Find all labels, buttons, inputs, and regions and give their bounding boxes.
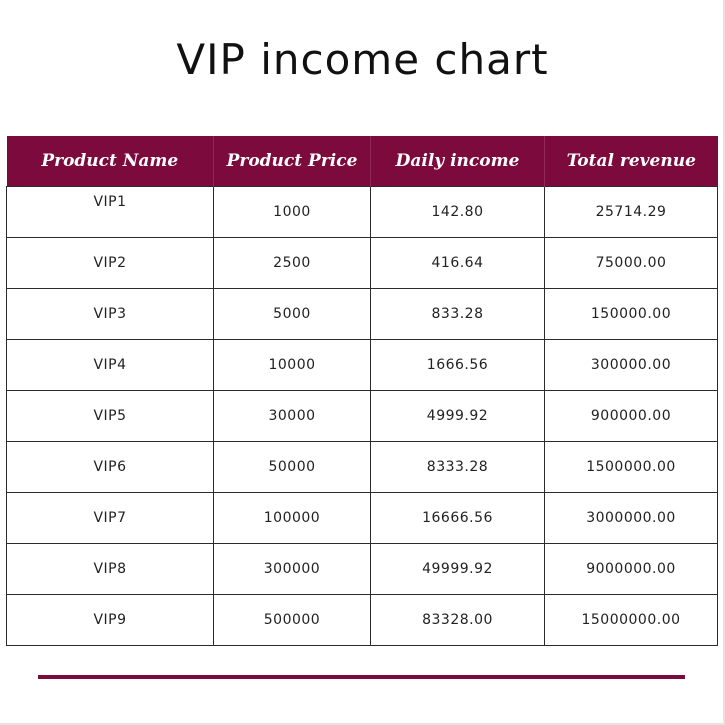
product-price-cell: 2500 <box>214 238 371 289</box>
total-revenue-cell: 900000.00 <box>545 391 718 442</box>
product-price-cell: 10000 <box>214 340 371 391</box>
column-header-total-revenue: Total revenue <box>545 136 718 187</box>
column-header-product-name: Product Name <box>7 136 214 187</box>
table-body <box>7 187 718 646</box>
table-row <box>7 289 718 340</box>
product-name-cell: VIP2 <box>7 238 214 289</box>
product-price-cell: 30000 <box>214 391 371 442</box>
daily-income-cell: 833.28 <box>371 289 545 340</box>
total-revenue-cell: 9000000.00 <box>545 544 718 595</box>
total-revenue-cell: 150000.00 <box>545 289 718 340</box>
daily-income-cell: 1666.56 <box>371 340 545 391</box>
table-row <box>7 238 718 289</box>
table-row <box>7 442 718 493</box>
column-header-daily-income: Daily income <box>371 136 545 187</box>
daily-income-cell: 83328.00 <box>371 595 545 646</box>
table-row <box>7 544 718 595</box>
table-header <box>7 136 718 187</box>
vip-income-table <box>6 136 718 646</box>
footer-divider <box>38 675 685 679</box>
table-row <box>7 493 718 544</box>
page-title: VIP income chart <box>176 35 549 84</box>
total-revenue-cell: 25714.29 <box>545 187 718 238</box>
daily-income-cell: 416.64 <box>371 238 545 289</box>
table-row <box>7 187 718 238</box>
daily-income-cell: 49999.92 <box>371 544 545 595</box>
table-row <box>7 595 718 646</box>
column-header-product-price: Product Price <box>214 136 371 187</box>
product-price-cell: 500000 <box>214 595 371 646</box>
table-row <box>7 340 718 391</box>
product-name-cell: VIP1 <box>7 187 214 238</box>
product-name-cell: VIP8 <box>7 544 214 595</box>
product-price-cell: 1000 <box>214 187 371 238</box>
product-name-cell: VIP6 <box>7 442 214 493</box>
daily-income-cell: 4999.92 <box>371 391 545 442</box>
product-name-cell: VIP3 <box>7 289 214 340</box>
total-revenue-cell: 300000.00 <box>545 340 718 391</box>
total-revenue-cell: 75000.00 <box>545 238 718 289</box>
table-row <box>7 391 718 442</box>
product-price-cell: 300000 <box>214 544 371 595</box>
daily-income-cell: 8333.28 <box>371 442 545 493</box>
header-row <box>7 136 718 187</box>
total-revenue-cell: 3000000.00 <box>545 493 718 544</box>
daily-income-cell: 16666.56 <box>371 493 545 544</box>
total-revenue-cell: 1500000.00 <box>545 442 718 493</box>
product-price-cell: 100000 <box>214 493 371 544</box>
product-name-cell: VIP4 <box>7 340 214 391</box>
product-price-cell: 5000 <box>214 289 371 340</box>
product-name-cell: VIP7 <box>7 493 214 544</box>
product-price-cell: 50000 <box>214 442 371 493</box>
product-name-cell: VIP5 <box>7 391 214 442</box>
daily-income-cell: 142.80 <box>371 187 545 238</box>
total-revenue-cell: 15000000.00 <box>545 595 718 646</box>
product-name-cell: VIP9 <box>7 595 214 646</box>
